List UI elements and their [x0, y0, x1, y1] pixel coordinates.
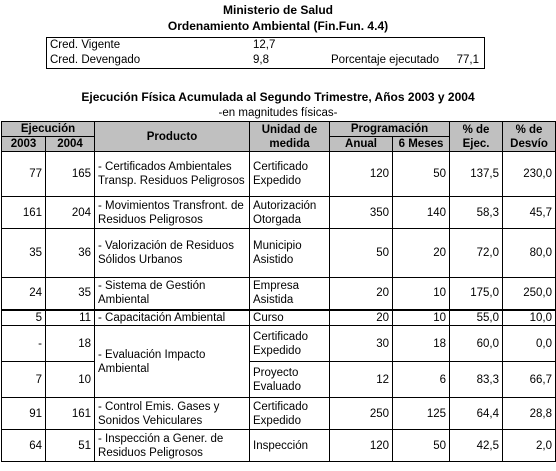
porcentaje-value: 77,1 [456, 54, 479, 66]
program-title: Ordenamiento Ambiental (Fin.Fun. 4.4) [167, 19, 389, 33]
cell-pct-desvio: 66,7 [503, 362, 556, 398]
cell-pct-ejec: 83,3 [450, 362, 503, 398]
cell-pct-ejec: 60,0 [450, 326, 503, 362]
cell-2003: 24 [2, 278, 46, 310]
cell-2003: 77 [2, 152, 46, 197]
cell-2004: 18 [46, 326, 95, 362]
cell-producto: - Evaluación Impacto Ambiental [95, 326, 250, 398]
header-producto: Producto [95, 122, 250, 152]
cell-6-meses: 140 [393, 197, 450, 229]
table-subtitle: -en magnitudes físicas- [218, 107, 338, 119]
header-6-meses: 6 Meses [393, 137, 450, 152]
cell-pct-ejec: 175,0 [450, 278, 503, 310]
cell-2003: 7 [2, 362, 46, 398]
header-2003: 2003 [2, 137, 46, 152]
cell-producto: - Movimientos Transfront. de Residuos Peligrosos [95, 197, 250, 229]
cell-6-meses: 6 [393, 362, 450, 398]
header-pct-ejec: % de Ejec. [450, 122, 503, 152]
cell-unidad: Certificado Expedido [250, 152, 330, 197]
header-2004: 2004 [46, 137, 95, 152]
table-row [2, 430, 556, 462]
cell-2003: 64 [2, 430, 46, 462]
vigente-value: 12,7 [253, 39, 276, 51]
header-ejecucion: Ejecución [2, 122, 95, 137]
cell-pct-desvio: 230,0 [503, 152, 556, 197]
cell-producto: - Certificados Ambientales Transp. Residuos Peligrosos [95, 152, 250, 197]
execution-table [1, 121, 556, 462]
summary-row-devengado [47, 54, 484, 69]
header-unidad: Unidad de medida [250, 122, 330, 152]
cell-anual: 12 [330, 362, 393, 398]
cell-anual: 120 [330, 430, 393, 462]
table-row [2, 229, 556, 278]
table-row [2, 197, 556, 229]
cell-2003: 161 [2, 197, 46, 229]
cell-pct-desvio: 28,8 [503, 398, 556, 430]
cell-6-meses: 20 [393, 229, 450, 278]
header-programacion: Programación [330, 122, 450, 137]
devengado-value: 9,8 [253, 54, 269, 66]
cell-6-meses: 18 [393, 326, 450, 362]
cell-2004: 35 [46, 278, 95, 310]
cell-2004: 10 [46, 362, 95, 398]
cell-6-meses: 50 [393, 152, 450, 197]
cell-pct-desvio: 10,0 [503, 310, 556, 326]
table-title: Ejecución Física Acumulada al Segundo Trimestre, Años 2003 y 2004 [81, 90, 475, 104]
cell-unidad: Inspección [250, 430, 330, 462]
cell-unidad: Certificado Expedido [250, 326, 330, 362]
porcentaje-label: Porcentaje ejecutado [331, 54, 440, 66]
cell-anual: 120 [330, 152, 393, 197]
cell-pct-ejec: 72,0 [450, 229, 503, 278]
cell-unidad: Autorización Otorgada [250, 197, 330, 229]
cell-anual: 50 [330, 229, 393, 278]
header-pct-desvio: % de Desvío [503, 122, 556, 152]
cell-pct-desvio: 45,7 [503, 197, 556, 229]
cell-producto: - Sistema de Gestión Ambiental [95, 278, 250, 310]
cell-producto: - Valorización de Residuos Sólidos Urbanos [95, 229, 250, 278]
cell-producto: - Control Emis. Gases y Sonidos Vehiculares [95, 398, 250, 430]
cell-2004: 36 [46, 229, 95, 278]
cell-pct-desvio: 0,0 [503, 326, 556, 362]
cell-pct-desvio: 2,0 [503, 430, 556, 462]
cell-unidad: Municipio Asistido [250, 229, 330, 278]
summary-row-vigente [47, 39, 484, 54]
table-row [2, 398, 556, 430]
cell-2003: - [2, 326, 46, 362]
cell-unidad: Certificado Expedido [250, 398, 330, 430]
ministry-title: Ministerio de Salud [222, 3, 333, 17]
cell-2003: 5 [2, 310, 46, 326]
cell-2003: 91 [2, 398, 46, 430]
vigente-label: Cred. Vigente [50, 39, 121, 51]
cell-anual: 20 [330, 278, 393, 310]
cell-pct-desvio: 80,0 [503, 229, 556, 278]
cell-2004: 51 [46, 430, 95, 462]
table-row [2, 152, 556, 197]
header-anual: Anual [330, 137, 393, 152]
cell-6-meses: 10 [393, 278, 450, 310]
cell-unidad: Proyecto Evaluado [250, 362, 330, 398]
devengado-label: Cred. Devengado [50, 54, 141, 66]
cell-2004: 165 [46, 152, 95, 197]
cell-unidad: Empresa Asistida [250, 278, 330, 310]
table-row [2, 278, 556, 310]
cell-pct-ejec: 64,4 [450, 398, 503, 430]
cell-anual: 30 [330, 326, 393, 362]
cell-2004: 11 [46, 310, 95, 326]
cell-unidad: Curso [250, 310, 330, 326]
cell-6-meses: 10 [393, 310, 450, 326]
table-row [2, 362, 556, 398]
cell-6-meses: 50 [393, 430, 450, 462]
cell-pct-desvio: 250,0 [503, 278, 556, 310]
cell-anual: 350 [330, 197, 393, 229]
cell-2004: 161 [46, 398, 95, 430]
cell-producto: - Capacitación Ambiental [95, 310, 250, 326]
table-row [2, 310, 556, 326]
cell-pct-ejec: 55,0 [450, 310, 503, 326]
cell-pct-ejec: 137,5 [450, 152, 503, 197]
cell-6-meses: 125 [393, 398, 450, 430]
cell-pct-ejec: 58,3 [450, 197, 503, 229]
table-row [2, 326, 556, 362]
cell-pct-ejec: 42,5 [450, 430, 503, 462]
cell-anual: 250 [330, 398, 393, 430]
cell-anual: 20 [330, 310, 393, 326]
cell-producto: - Inspección a Gener. de Residuos Peligrosos [95, 430, 250, 462]
cell-2003: 35 [2, 229, 46, 278]
credit-summary-box [46, 37, 485, 69]
cell-2004: 204 [46, 197, 95, 229]
